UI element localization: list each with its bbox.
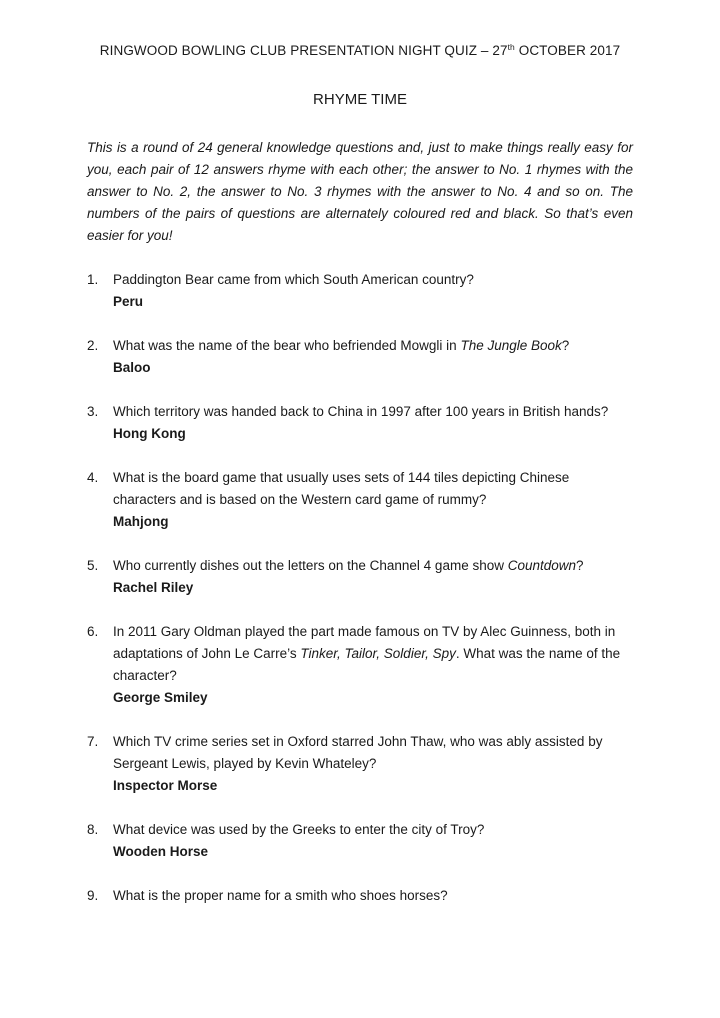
question-text: What is the proper name for a smith who shoes horses? <box>113 888 448 903</box>
question-text: Which territory was handed back to China in 1997 after 100 years in British hands? <box>113 404 609 419</box>
question-number: 1. <box>87 272 99 287</box>
question-item-7 <box>87 731 633 797</box>
question-number: 9. <box>87 888 99 903</box>
question-text: What device was used by the Greeks to enter the city of Troy? <box>113 822 485 837</box>
question-number: 5. <box>87 558 99 573</box>
answer-text: Mahjong <box>113 514 169 529</box>
question-number: 3. <box>87 404 99 419</box>
question-item-5 <box>87 555 633 599</box>
question-item-6 <box>87 621 633 709</box>
question-text: Paddington Bear came from which South American country? <box>113 272 474 287</box>
question-number: 6. <box>87 624 99 639</box>
question-number: 4. <box>87 470 99 485</box>
answer-text: Hong Kong <box>113 426 186 441</box>
question-text: What was the name of the bear who befriended Mowgli in The Jungle Book? <box>113 338 570 353</box>
question-number: 7. <box>87 734 99 749</box>
question-item-3 <box>87 401 633 445</box>
question-item-9 <box>87 885 633 907</box>
answer-text: Inspector Morse <box>113 778 218 793</box>
answer-text: Rachel Riley <box>113 580 194 595</box>
question-number: 2. <box>87 338 99 353</box>
answer-text: Peru <box>113 294 144 309</box>
question-item-1 <box>87 269 633 313</box>
intro-paragraph: This is a round of 24 general knowledge questions and, just to make things really easy for you, each pair of 12 answers rhyme with each other; the answer to No. 1 rhymes with the answer to No. 2, the answer to No. 3 rhymes with the answer to No. 4 and so on. The numbers of the pairs of questions are alternately coloured red and black. So that’s even easier for you! <box>87 140 633 243</box>
page-header <box>0 43 720 58</box>
header-ordinal-suffix: th <box>507 42 515 52</box>
header-prefix: RINGWOOD BOWLING CLUB PRESENTATION NIGHT QUIZ – 27 <box>99 43 508 58</box>
question-text: Which TV crime series set in Oxford starred John Thaw, who was ably assisted by Sergeant Lewis, played by Kevin Whateley? <box>113 734 603 771</box>
question-text: Who currently dishes out the letters on the Channel 4 game show Countdown? <box>113 558 584 573</box>
question-number: 8. <box>87 822 99 837</box>
question-text: What is the board game that usually uses sets of 144 tiles depicting Chinese characters and is based on the Western card game of rummy? <box>113 470 570 507</box>
answer-text: Wooden Horse <box>113 844 209 859</box>
question-item-8 <box>87 819 633 863</box>
question-text: In 2011 Gary Oldman played the part made famous on TV by Alec Guinness, both in adaptations of John Le Carre’s Tinker, Tailor, Soldier, Spy. What was the name of the character? <box>113 624 621 683</box>
answer-text: Baloo <box>113 360 151 375</box>
question-list <box>87 269 633 929</box>
header-suffix: OCTOBER 2017 <box>514 43 621 58</box>
question-item-2 <box>87 335 633 379</box>
question-item-4 <box>87 467 633 533</box>
answer-text: George Smiley <box>113 690 208 705</box>
page-title: RHYME TIME <box>313 91 407 108</box>
